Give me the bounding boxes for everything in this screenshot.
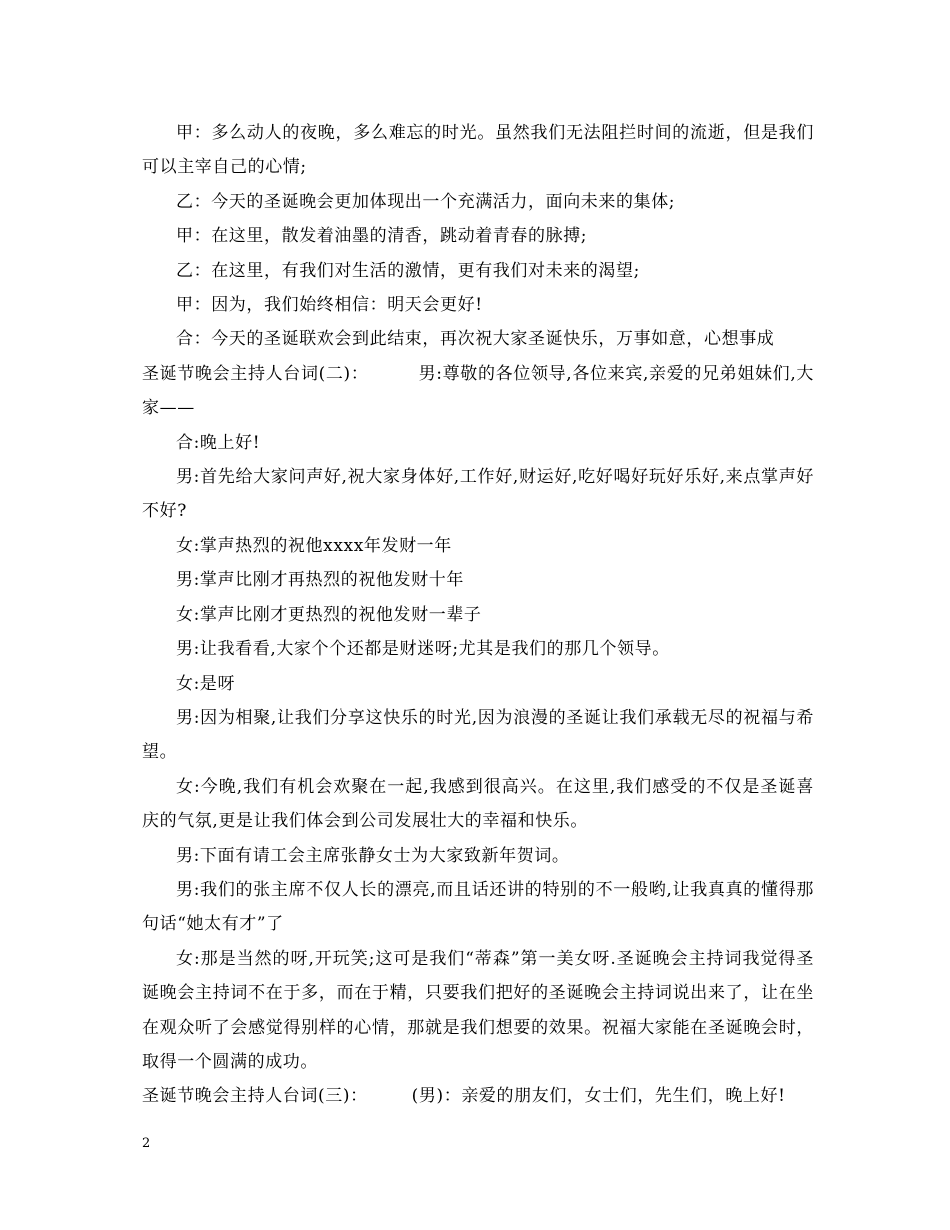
- paragraph: 男:首先给大家问声好,祝大家身体好,工作好,财运好,吃好喝好玩好乐好,来点掌声好不好?: [142, 467, 814, 522]
- page-number: 2: [142, 1136, 151, 1151]
- paragraph: 合:晚上好!: [176, 432, 261, 453]
- paragraph: 女:那是当然的呀,开玩笑;这可是我们“蒂森”第一美女呀.圣诞晚会主持词我觉得圣诞晚会主持词不在于多，而在于精，只要我们把好的圣诞晚会主持词说出来了，让在坐在观众听了会感觉得别样的心情，那就是我们想要的效果。祝福大家能在圣诞晚会时，取得一个圆满的成功。: [142, 948, 814, 1072]
- section-3-intro: [142, 1079, 814, 1113]
- paragraph: 女:掌声热烈的祝他xxxx年发财一年: [176, 535, 452, 556]
- paragraph: 男:让我看看,大家个个还都是财迷呀;尤其是我们的那几个领导。: [176, 639, 670, 660]
- paragraph: 甲：多么动人的夜晚，多么难忘的时光。虽然我们无法阻拦时间的流逝，但是我们可以主宰自己的心情;: [142, 123, 814, 178]
- paragraph: 男:下面有请工会主席张静女士为大家致新年贺词。: [176, 845, 570, 866]
- section-2-heading: 圣诞节晚会主持人台词(二)：: [142, 363, 369, 384]
- section-3-heading: 圣诞节晚会主持人台词(三)：: [142, 1086, 368, 1107]
- paragraph: 甲：在这里，散发着油墨的清香，跳动着青春的脉搏;: [176, 226, 588, 247]
- paragraph: 甲：因为，我们始终相信：明天会更好!: [176, 295, 483, 316]
- paragraph: 乙：在这里，有我们对生活的激情，更有我们对未来的渴望;: [176, 260, 640, 281]
- section-3-first-line: (男)：亲爱的朋友们，女士们，先生们，晚上好!: [411, 1086, 786, 1107]
- paragraph: 男:我们的张主席不仅人长的漂亮,而且话还讲的特别的不一般哟,让我真真的懂得那句话“她太有才”了: [142, 879, 814, 935]
- paragraph: 乙：今天的圣诞晚会更加体现出一个充满活力，面向未来的集体;: [176, 191, 676, 212]
- section-2-intro: [142, 357, 814, 426]
- paragraph: 合：今天的圣诞联欢会到此结束，再次祝大家圣诞快乐，万事如意，心想事成: [176, 329, 775, 350]
- paragraph: 女:是呀: [176, 673, 236, 694]
- paragraph: 男:掌声比刚才再热烈的祝他发财十年: [176, 570, 464, 591]
- paragraph: 男:因为相聚,让我们分享这快乐的时光,因为浪漫的圣诞让我们承载无尽的祝福与希望。: [142, 707, 814, 763]
- document-body: [142, 116, 814, 1114]
- section-2-first-line: 男:尊敬的各位领导,各位来宾,亲爱的兄弟姐妹们,大家——: [142, 363, 814, 419]
- paragraph: 女:今晚,我们有机会欢聚在一起,我感到很高兴。在这里,我们感受的不仅是圣诞喜庆的气氛,更是让我们体会到公司发展壮大的幸福和快乐。: [142, 776, 814, 832]
- paragraph: 女:掌声比刚才更热烈的祝他发财一辈子: [176, 604, 482, 625]
